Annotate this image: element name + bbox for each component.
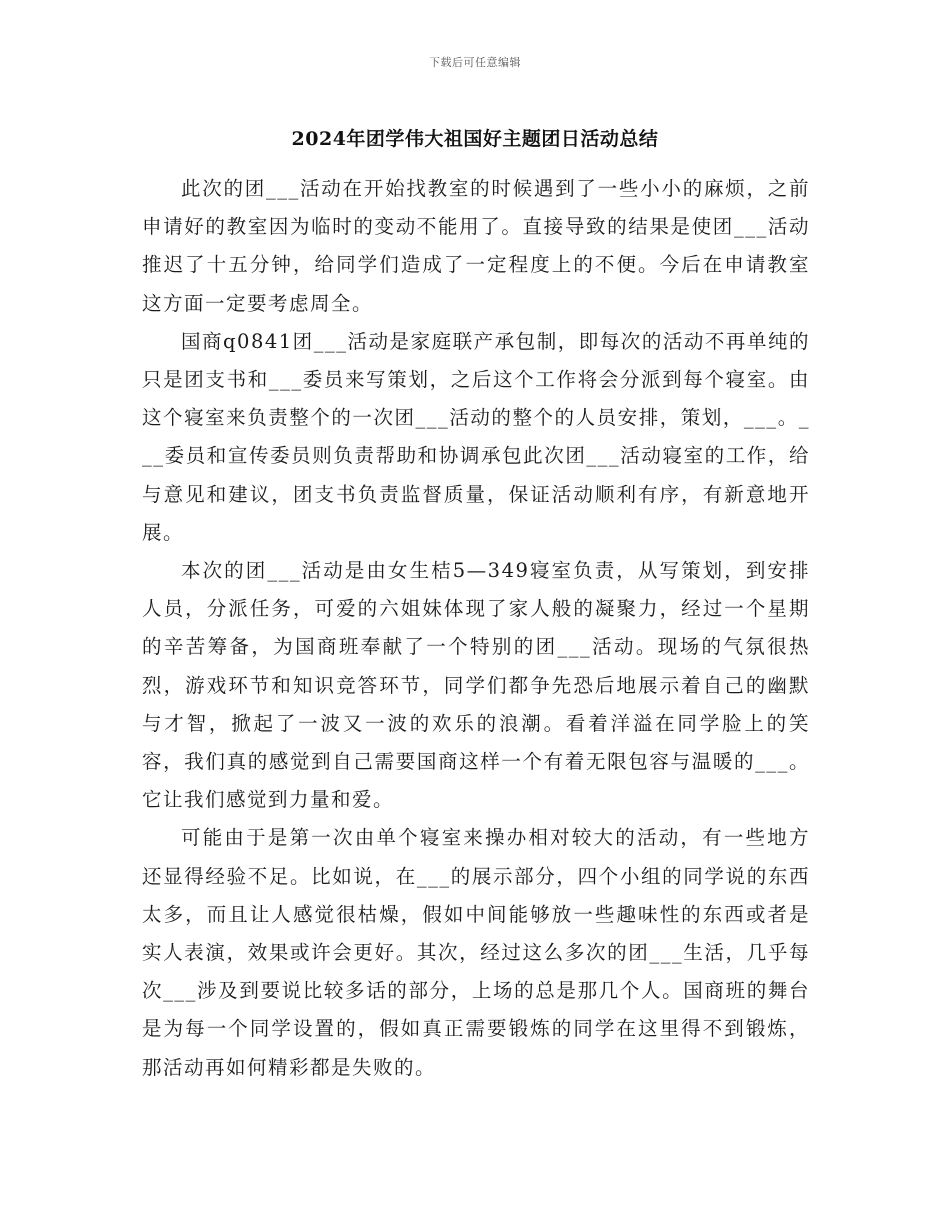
document-title: 2024年团学伟大祖国好主题团日活动总结 — [291, 128, 659, 150]
paragraph: 国商q0841团___活动是家庭联产承包制，即每次的活动不再单纯的只是团支书和___委员来写策划，之后这个工作将会分派到每个寝室。由这个寝室来负责整个的一次团___活动的整个的人员安排，策划，___。___委员和宣传委员则负责帮助和协调承包此次团___活动寝室的工作，给与意见和建议，团支书负责监督质量，保证活动顺利有序，有新意地开展。 — [142, 329, 810, 544]
paragraph: 可能由于是第一次由单个寝室来操办相对较大的活动，有一些地方还显得经验不足。比如说，在___的展示部分，四个小组的同学说的东西太多，而且让人感觉很枯燥，假如中间能够放一些趣味性的东西或者是实人表演，效果或许会更好。其次，经过这么多次的团___生活，几乎每次___涉及到要说比较多话的部分，上场的总是那几个人。国商班的舞台是为每一个同学设置的，假如真正需要锻炼的同学在这里得不到锻炼，那活动再如何精彩都是失败的。 — [142, 826, 810, 1079]
paragraph: 本次的团___活动是由女生桔5—349寝室负责，从写策划，到安排人员，分派任务，可爱的六姐妹体现了家人般的凝聚力，经过一个星期的辛苦筹备，为国商班奉献了一个特别的团___活动。现场的气氛很热烈，游戏环节和知识竞答环节，同学们都争先恐后地展示着自己的幽默与才智，掀起了一波又一波的欢乐的浪潮。看着洋溢在同学脸上的笑容，我们真的感觉到自己需要国商这样一个有着无限包容与温暖的___。它让我们感觉到力量和爱。 — [142, 559, 810, 812]
paragraph: 此次的团___活动在开始找教室的时候遇到了一些小小的麻烦，之前申请好的教室因为临时的变动不能用了。直接导致的结果是使团___活动推迟了十五分钟，给同学们造成了一定程度上的不便。今后在申请教室这方面一定要考虑周全。 — [142, 177, 810, 315]
page-header-note: 下载后可任意编辑 — [429, 56, 521, 69]
document-body — [142, 170, 810, 1087]
